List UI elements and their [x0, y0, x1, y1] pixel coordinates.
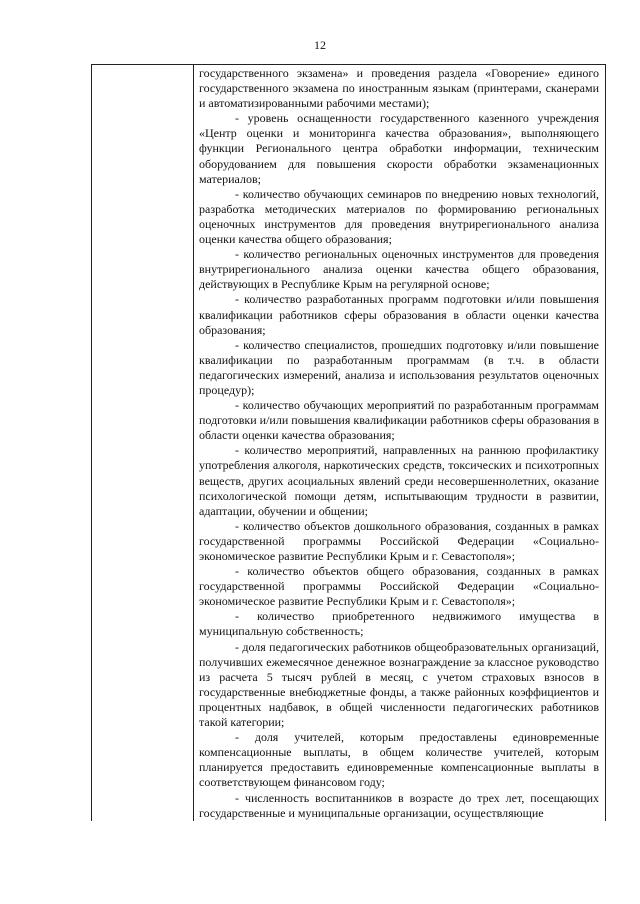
- table-left-column: [92, 65, 194, 821]
- paragraph-item: - количество объектов дошкольного образования, созданных в рамках государственной программы Российской Федерации «Социально-экономическое развитие Республики Крым и г. Севастополя»;: [199, 518, 599, 563]
- paragraph-item: - количество объектов общего образования, созданных в рамках государственной программы Российской Федерации «Социально-экономическое развитие Республики Крым и г. Севастополя»;: [199, 564, 599, 609]
- table-right-column: [194, 66, 605, 821]
- paragraph-item: - количество специалистов, прошедших подготовку и/или повышение квалификации по разработанным программам (в т.ч. в области педагогических измерений, анализа и использования результатов оценочных процедур);: [199, 337, 599, 397]
- document-table: [91, 64, 606, 821]
- paragraph-item: - численность воспитанников в возрасте до трех лет, посещающих государственные и муниципальные организации, осуществляющие: [199, 790, 599, 820]
- page-number: 12: [314, 38, 326, 52]
- paragraph-item: - уровень оснащенности государственного казенного учреждения «Центр оценки и мониторинга качества образования», выполняющего функции Регионального центра обработки информации, техническим оборудованием для повышения скорости обработки экзаменационных материалов;: [199, 111, 599, 186]
- paragraph-item: - доля педагогических работников общеобразовательных организаций, получивших ежемесячное денежное вознаграждение за классное руководство из расчета 5 тысяч рублей в месяц, с учетом страховых взносов в государственные внебюджетные фонды, а также районных коэффициентов и процентных надбавок, в общей численности педагогических работников такой категории;: [199, 639, 599, 730]
- paragraph-item: - количество приобретенного недвижимого имущества в муниципальную собственность;: [199, 609, 599, 639]
- paragraph-continuation: государственного экзамена» и проведения раздела «Говорение» единого государственного экзамена по иностранным языкам (принтерами, сканерами и автоматизированными рабочими местами);: [199, 66, 599, 111]
- paragraph-item: - количество региональных оценочных инструментов для проведения внутрирегионального анализа оценки качества общего образования, действующих в Республике Крым на регулярной основе;: [199, 247, 599, 292]
- paragraph-item: - количество обучающих семинаров по внедрению новых технологий, разработка методических материалов по формированию региональных оценочных инструментов для проведения внутрирегионального анализа оценки качества общего образования;: [199, 186, 599, 247]
- paragraph-item: - количество разработанных программ подготовки и/или повышения квалификации работников сферы образования в области оценки качества образования;: [199, 292, 599, 337]
- paragraph-item: - количество мероприятий, направленных на раннюю профилактику употребления алкоголя, наркотических средств, токсических и психотропных веществ, других асоциальных явлений среди несовершеннолетних, оказание психологической помощи детям, испытывающим трудности в развитии, адаптации, обучении и общении;: [199, 443, 599, 518]
- paragraph-item: - доля учителей, которым предоставлены единовременные компенсационные выплаты, в общем количестве учителей, которым планируется предоставить единовременные компенсационные выплаты в соответствующем финансовом году;: [199, 730, 599, 790]
- paragraph-item: - количество обучающих мероприятий по разработанным программам подготовки и/или повышения квалификации работников сферы образования в области оценки качества образования;: [199, 398, 599, 443]
